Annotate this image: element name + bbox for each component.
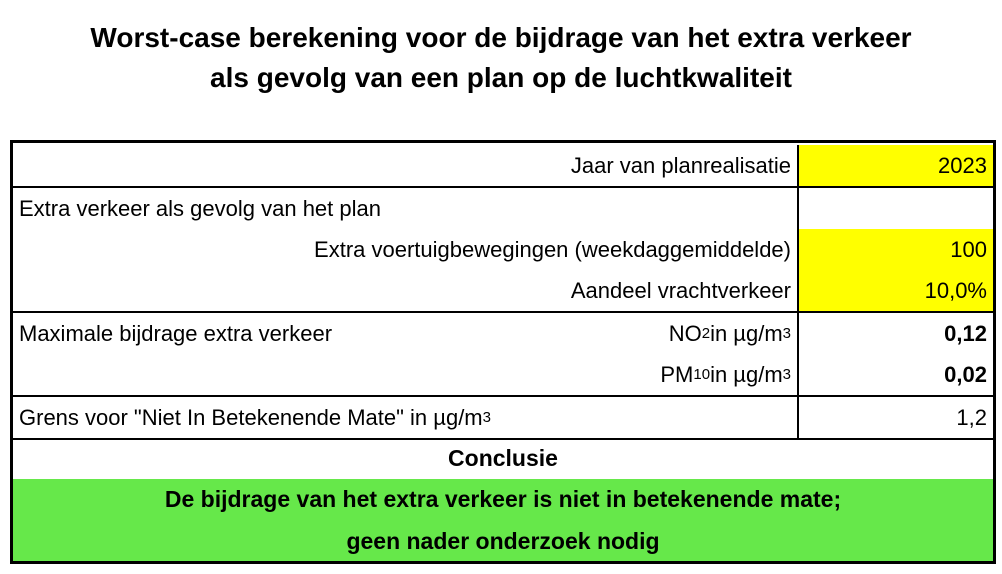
- jaar-input[interactable]: 2023: [797, 145, 993, 186]
- row-pm10: [13, 354, 993, 395]
- conclusie-line-1: De bijdrage van het extra verkeer is niet in betekenende mate;: [164, 486, 842, 512]
- row-no2: [13, 313, 993, 354]
- row-vracht: [13, 270, 993, 311]
- vracht-input[interactable]: 10,0%: [797, 270, 993, 311]
- no2-unit-label: NO 2 in µg/m 3: [668, 320, 791, 346]
- conclusie-header: Conclusie: [448, 444, 558, 471]
- calculation-table: [10, 140, 996, 564]
- extra-verkeer-label: Extra verkeer als gevolg van het plan: [19, 195, 381, 221]
- title-line-2: als gevolg van een plan op de luchtkwaliteit: [210, 62, 792, 93]
- title-line-1: Worst-case berekening voor de bijdrage van het extra verkeer: [90, 22, 912, 53]
- empty-cell: [797, 188, 993, 229]
- pm10-unit-label: PM 10 in µg/m 3: [660, 361, 791, 387]
- row-jaar: [13, 145, 993, 186]
- conclusie-result: [13, 479, 993, 561]
- voertuig-label: Extra voertuigbewegingen (weekdaggemiddelde): [314, 236, 791, 262]
- grens-value: 1,2: [797, 397, 993, 438]
- jaar-label: Jaar van planrealisatie: [570, 152, 791, 178]
- row-voertuig: [13, 229, 993, 270]
- maximale-label: Maximale bijdrage extra verkeer: [19, 320, 333, 346]
- voertuig-input[interactable]: 100: [797, 229, 993, 270]
- row-grens: [13, 397, 993, 438]
- no2-value: 0,12: [797, 313, 993, 354]
- conclusie-line-2: geen nader onderzoek nodig: [346, 528, 660, 554]
- vracht-label: Aandeel vrachtverkeer: [570, 277, 791, 303]
- grens-label: Grens voor "Niet In Betekenende Mate" in µg/m 3: [19, 404, 491, 430]
- row-extra-header: [13, 188, 993, 229]
- pm10-value: 0,02: [797, 354, 993, 395]
- page-title: [0, 18, 1002, 98]
